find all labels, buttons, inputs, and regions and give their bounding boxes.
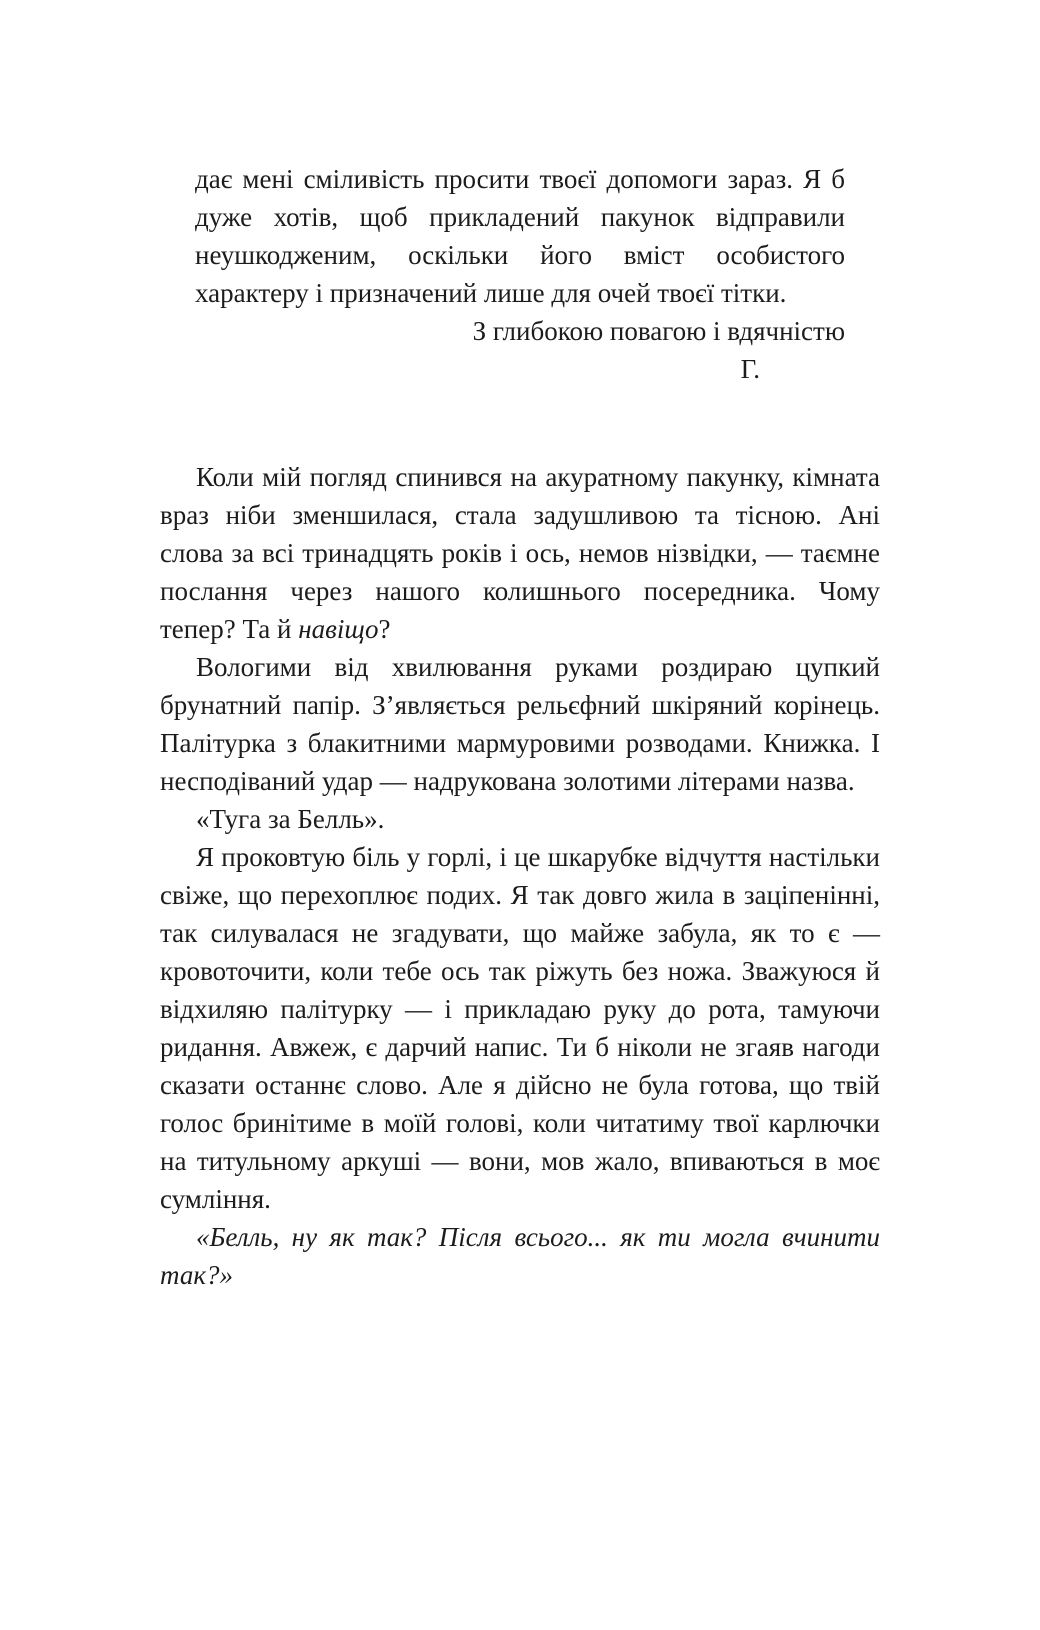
body-text — [160, 458, 880, 1294]
letter-block — [195, 160, 845, 388]
paragraph-segment: ? — [378, 614, 391, 644]
paragraph-segment: «Туга за Белль». — [196, 804, 385, 834]
paragraph-segment-italic: «Белль, ну як так? Після всього... як ти могла вчинити так?» — [160, 1222, 880, 1290]
paragraph-segment: Вологими від хвилювання руками роздираю цупкий брунатний папір. З’являється рельєфний шкіряний корінець. Палітурка з блакитними мармуровими розводами. Книжка. І несподіваний удар — надрукована золотими літерами назва. — [160, 652, 880, 796]
paragraph — [160, 648, 880, 800]
paragraph — [160, 458, 880, 648]
paragraph-segment: Коли мій погляд спинився на акуратному пакунку, кімната враз ніби зменшилася, стала задушливою та тісною. Ані слова за всі тринадцять років і ось, немов нізвідки, — таємне послання через нашого колишнього посередника. Чому тепер? Та й — [160, 462, 880, 644]
paragraph — [160, 800, 880, 838]
letter-body-text: дає мені сміливість просити твоєї допомоги зараз. Я б дуже хотів, щоб прикладений пакунок відправили неушкодженим, оскільки його вміст особистого характеру і призначений лише для очей твоєї тітки. — [195, 164, 845, 308]
letter-closing: З глибокою повагою і вдячністю — [472, 316, 845, 346]
paragraph-segment-italic: навіщо — [298, 614, 379, 644]
paragraph — [160, 838, 880, 1218]
letter-signature: Г. — [740, 354, 760, 384]
paragraph-segment: Я проковтую біль у горлі, і це шкарубке відчуття настільки свіже, що перехоплює подих. Я так довго жила в заціпенінні, так силувалася не згадувати, що майже забула, як то є — кровоточити, коли тебе ось так ріжуть без ножа. Зважуюся й відхиляю палітурку — і прикладаю руку до рота, тамуючи ридання. Авжеж, є дарчий напис. Ти б ніколи не згаяв нагоди сказати останнє слово. Але я дійсно не була готова, що твій голос бринітиме в моїй голові, коли читатиму твої карлючки на титульному аркуші — вони, мов жало, впиваються в моє сумління. — [160, 842, 880, 1214]
paragraph — [160, 1218, 880, 1294]
